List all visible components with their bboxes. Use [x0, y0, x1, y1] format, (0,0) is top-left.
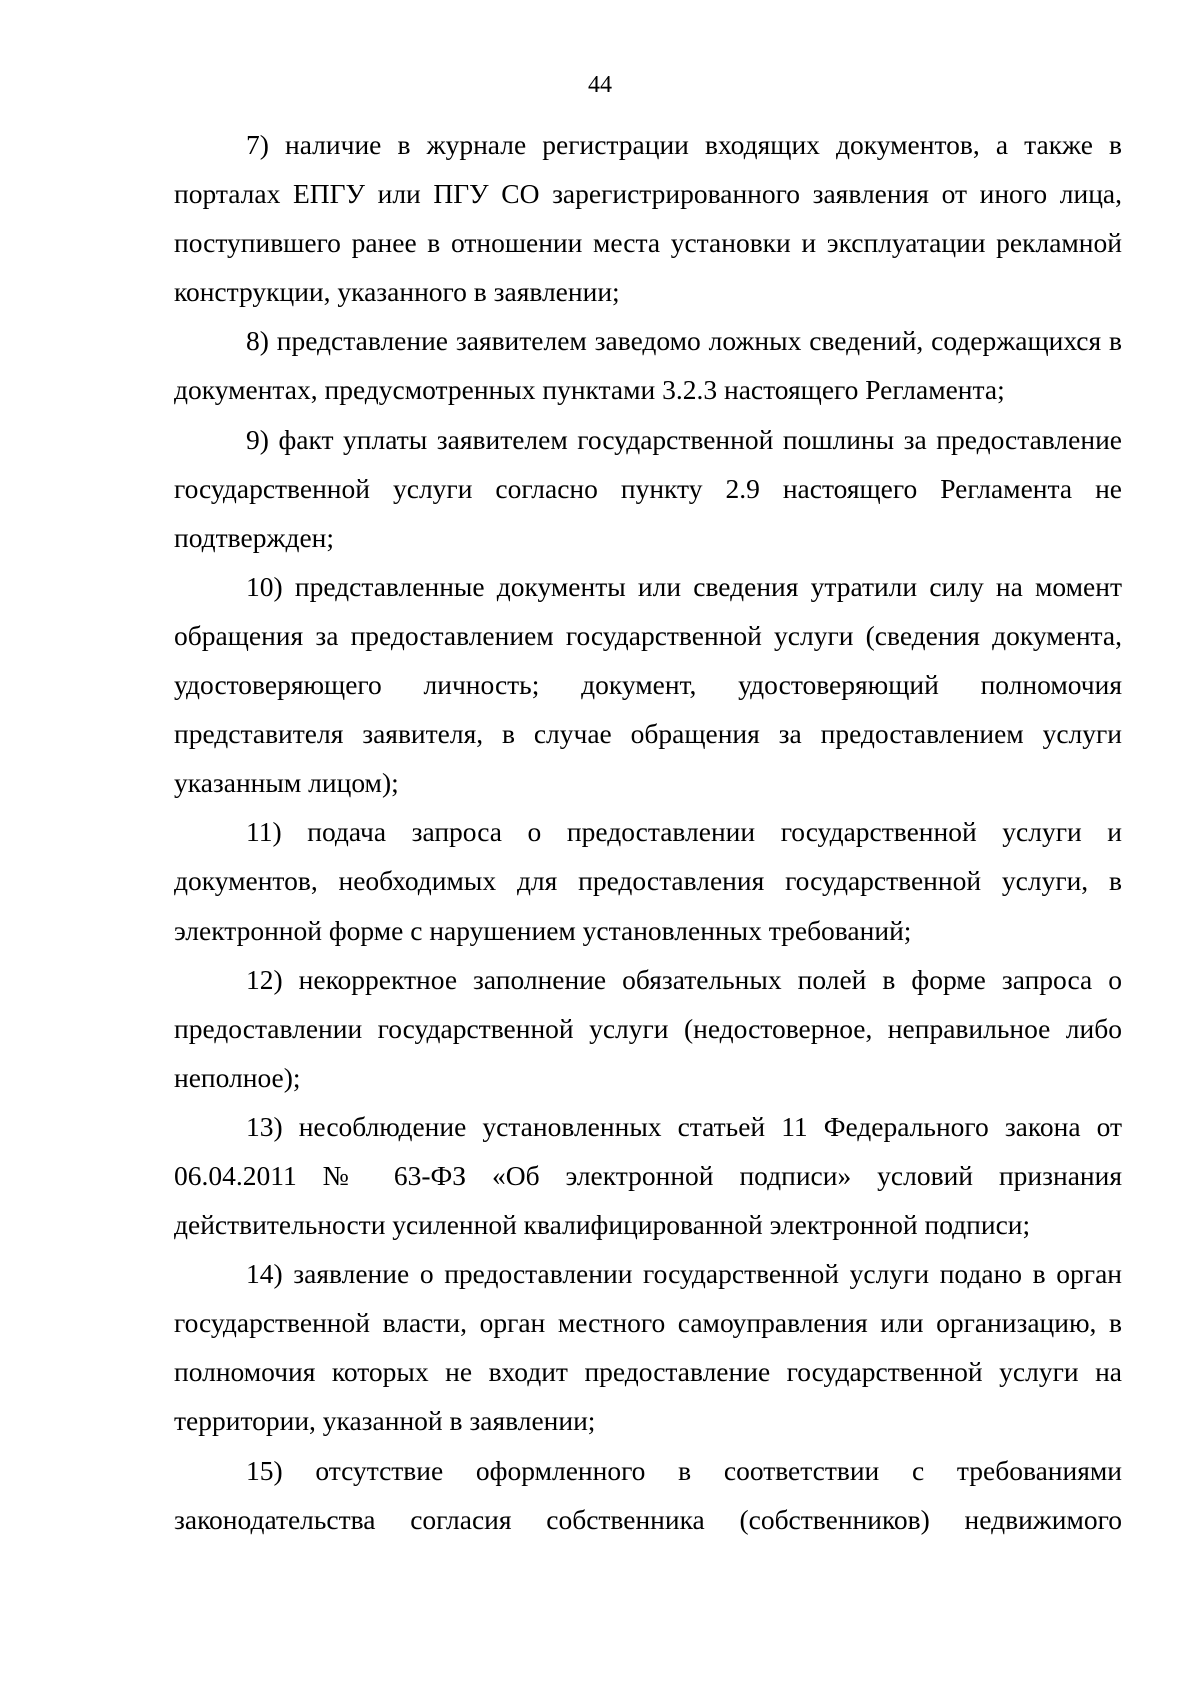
paragraph-item-12: 12) некорректное заполнение обязательных полей в форме запроса о предоставлении государственной услуги (недостоверное, неправильное либо неполное);	[174, 963, 1122, 1093]
paragraph-item-15: 15) отсутствие оформленного в соответствии с требованиями законодательства согласия собственника (собственников) недвижимого	[174, 1454, 1122, 1535]
paragraph-item-14: 14) заявление о предоставлении государственной услуги подано в орган государственной власти, орган местного самоуправления или организацию, в полномочия которых не входит предоставление государственной услуги на территории, указанной в заявлении;	[174, 1258, 1122, 1437]
paragraph-item-11: 11) подача запроса о предоставлении государственной услуги и документов, необходимых для предоставления государственной услуги, в электронной форме с нарушением установленных требований;	[174, 816, 1122, 946]
paragraph-item-13: 13) несоблюдение установленных статьей 11 Федерального закона от 06.04.2011 № 63-ФЗ «Об электронной подписи» условий признания действительности усиленной квалифицированной электронной подписи;	[174, 1110, 1122, 1241]
document-body	[174, 120, 1122, 1544]
page-number: 44	[588, 72, 612, 98]
paragraph-item-9: 9) факт уплаты заявителем государственной пошлины за предоставление государственной услуги согласно пункту 2.9 настоящего Регламента не подтвержден;	[174, 423, 1122, 553]
paragraph-item-7: 7) наличие в журнале регистрации входящих документов, а также в порталах ЕПГУ или ПГУ СО зарегистрированного заявления от иного лица, поступившего ранее в отношении места установки и эксплуатации рекламной конструкции, указанного в заявлении;	[174, 129, 1122, 308]
paragraph-item-8: 8) представление заявителем заведомо ложных сведений, содержащихся в документах, предусмотренных пунктами 3.2.3 настоящего Регламента;	[174, 325, 1122, 406]
paragraph-item-10: 10) представленные документы или сведения утратили силу на момент обращения за предоставлением государственной услуги (сведения документа, удостоверяющего личность; документ, удостоверяющий полномочия представителя заявителя, в случае обращения за предоставлением услуги указанным лицом);	[174, 570, 1122, 799]
